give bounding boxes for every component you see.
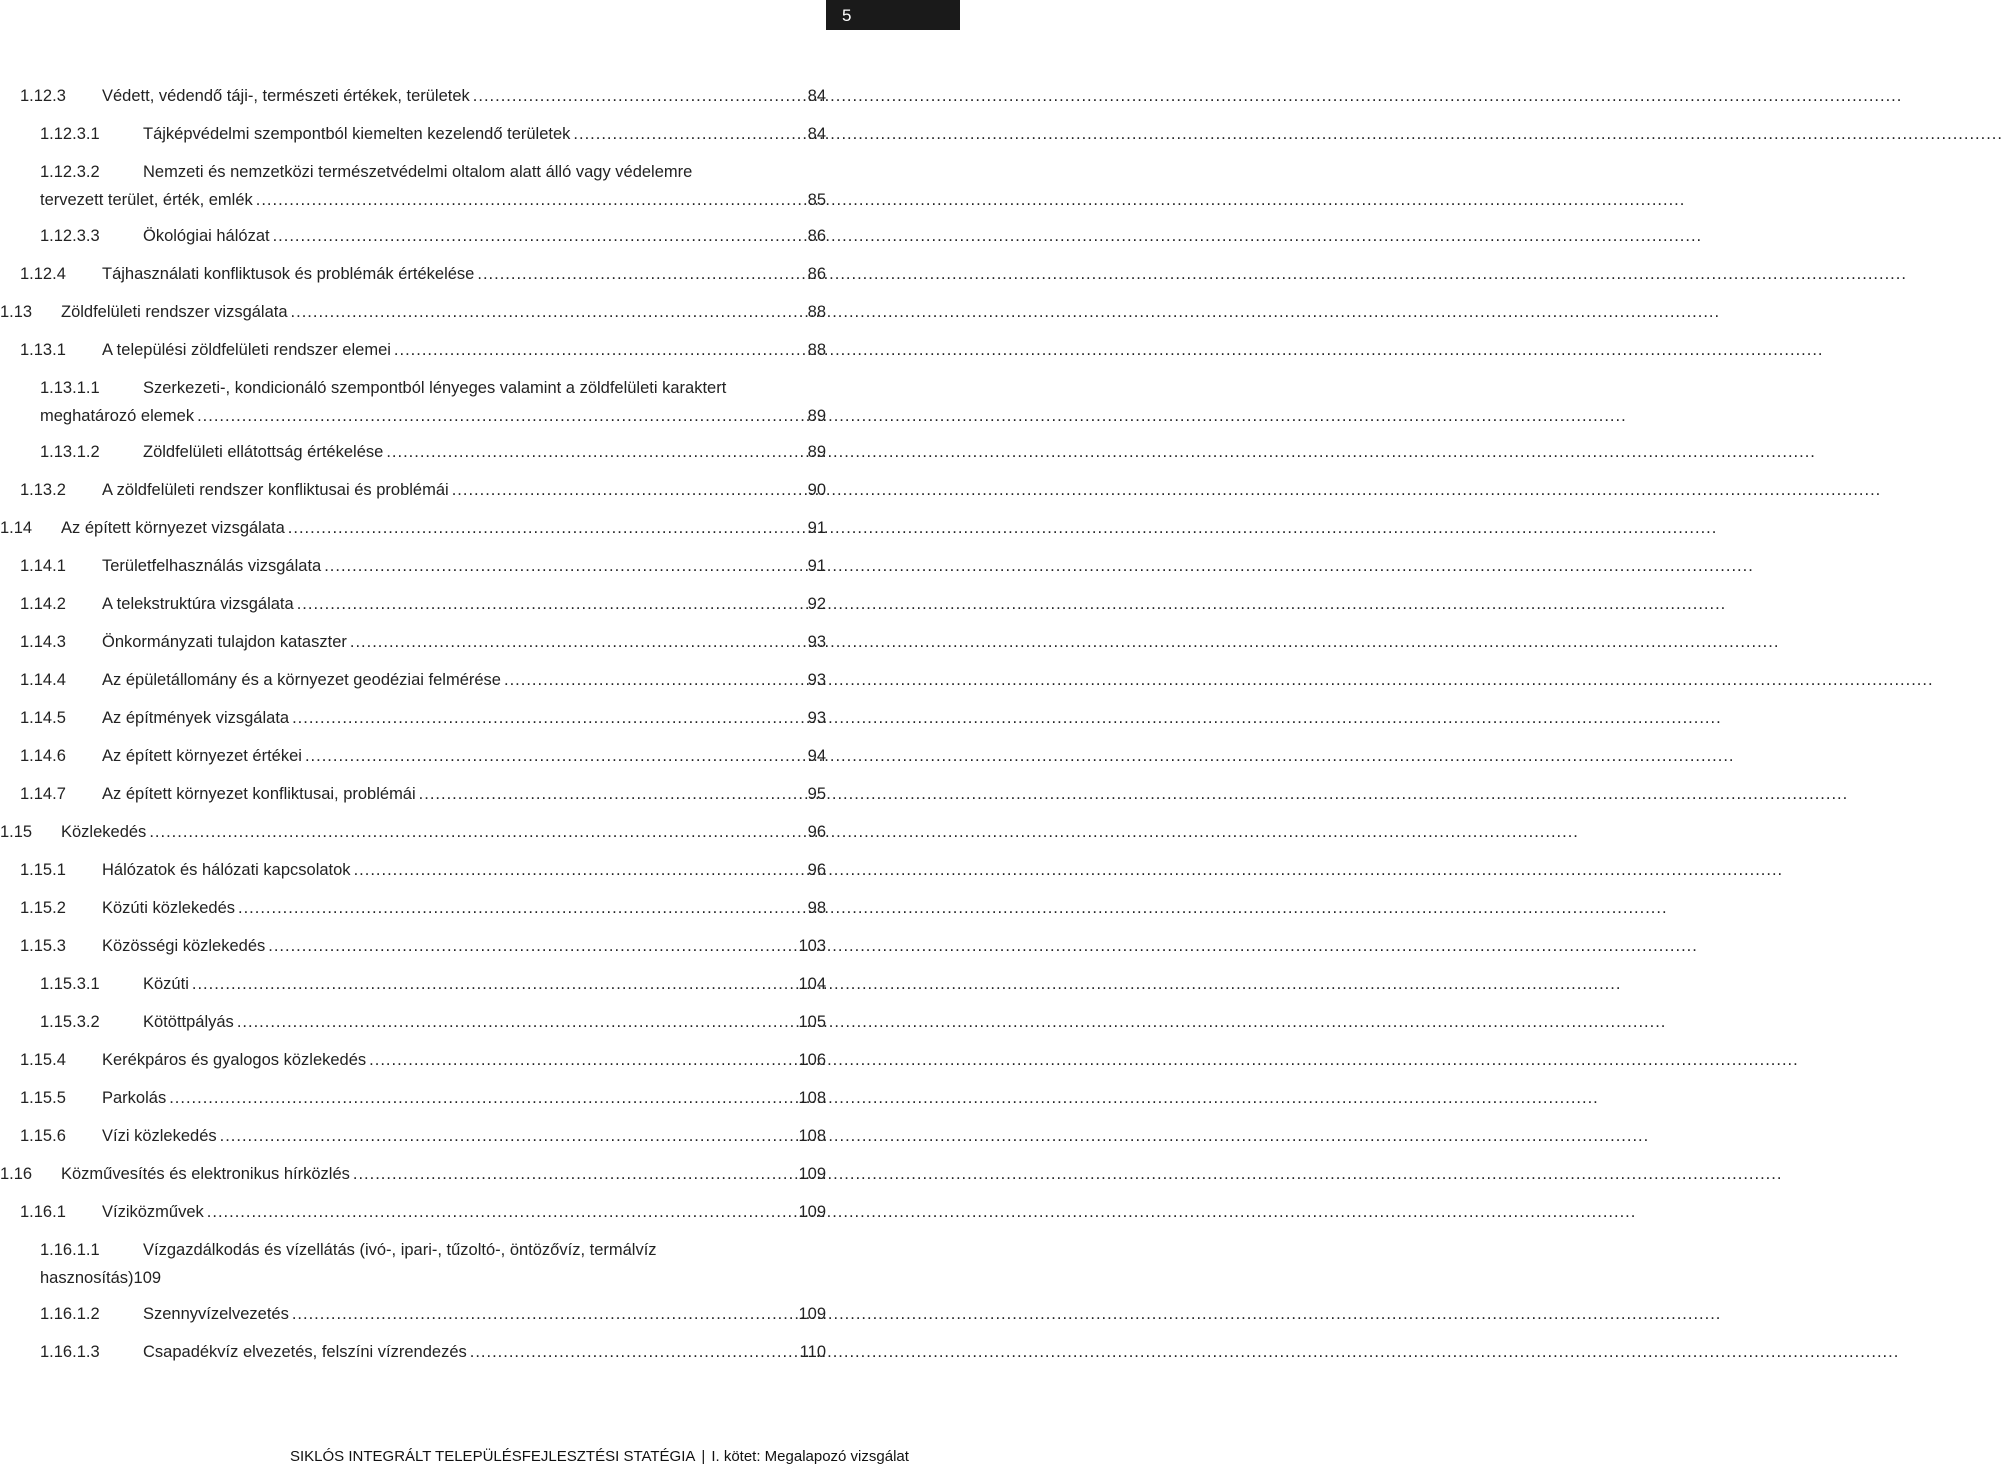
toc-dot-leader — [419, 784, 805, 804]
toc-entry[interactable] — [20, 264, 826, 284]
toc-dot-leader — [292, 1304, 796, 1324]
footer-volume-title: I. kötet: Megalapozó vizsgálat — [711, 1448, 909, 1465]
toc-entry[interactable] — [20, 1088, 826, 1108]
toc-entry[interactable] — [20, 480, 826, 500]
toc-entry-page: 108 — [798, 1127, 826, 1145]
toc-dot-leader — [292, 708, 805, 728]
toc-entry[interactable] — [0, 1164, 826, 1184]
toc-entry-title: Az épített környezet vizsgálata — [61, 519, 285, 537]
toc-dot-leader — [573, 124, 804, 144]
toc-entry[interactable] — [20, 670, 826, 690]
toc-entry-number: 1.14.2 — [20, 595, 66, 613]
toc-entry-page: 94 — [807, 747, 826, 765]
toc-dot-leader — [291, 302, 805, 322]
toc-entry-number: 1.15.3 — [20, 937, 66, 955]
toc-dot-leader — [197, 406, 805, 426]
toc-entry-number: 1.14 — [0, 519, 33, 537]
toc-entry[interactable] — [20, 746, 826, 766]
toc-entry-page: 109 — [798, 1165, 826, 1183]
toc-entry-title: Vízi közlekedés — [102, 1127, 217, 1145]
toc-dot-leader — [169, 1088, 795, 1108]
toc-entry-page: 91 — [807, 557, 826, 575]
toc-entry[interactable] — [40, 378, 826, 426]
toc-dot-leader — [477, 264, 804, 284]
toc-entry[interactable] — [40, 1012, 826, 1032]
toc-entry-title: Közlekedés — [61, 823, 147, 841]
toc-entry-title: Területfelhasználás vizsgálata — [102, 557, 322, 575]
toc-entry-page: 93 — [807, 709, 826, 727]
toc-entry-title: Közművesítés és elektronikus hírközlés — [61, 1165, 350, 1183]
toc-entry-number: 1.15.6 — [20, 1127, 66, 1145]
toc-entry-page: 106 — [798, 1051, 826, 1069]
toc-entry[interactable] — [20, 1050, 826, 1070]
toc-entry-title: Hálózatok és hálózati kapcsolatok — [102, 861, 351, 879]
toc-entry-number: 1.14.7 — [20, 785, 66, 803]
toc-entry-number: 1.13.2 — [20, 481, 66, 499]
toc-entry-number: 1.15.4 — [20, 1051, 66, 1069]
toc-entry-page: 89 — [807, 407, 826, 425]
footer-document-title: SIKLÓS INTEGRÁLT TELEPÜLÉSFEJLESZTÉSI STATÉGIA — [290, 1448, 696, 1465]
toc-entry[interactable] — [20, 860, 826, 880]
toc-dot-leader — [256, 190, 805, 210]
toc-dot-leader — [353, 1164, 796, 1184]
toc-entry-page: 108 — [798, 1089, 826, 1107]
toc-entry-title: A zöldfelületi rendszer konfliktusai és problémái — [102, 481, 449, 499]
toc-entry-title: Kerékpáros és gyalogos közlekedés — [102, 1051, 367, 1069]
toc-dot-leader — [207, 1202, 796, 1222]
toc-entry[interactable] — [40, 1342, 826, 1362]
toc-entry-page: 93 — [807, 671, 826, 689]
toc-entry-title: Az építmények vizsgálata — [102, 709, 290, 727]
toc-entry-number: 1.14.4 — [20, 671, 66, 689]
toc-entry[interactable] — [40, 226, 826, 246]
toc-entry-page: 88 — [807, 341, 826, 359]
toc-entry[interactable] — [20, 594, 826, 614]
footer-separator: | — [701, 1448, 706, 1465]
toc-entry-page: 84 — [807, 125, 826, 143]
toc-entry-page: 105 — [798, 1013, 826, 1031]
toc-entry-title: Közúti közlekedés — [102, 899, 235, 917]
toc-entry-number: 1.14.6 — [20, 747, 66, 765]
toc-dot-leader — [273, 226, 805, 246]
toc-dot-leader — [354, 860, 805, 880]
toc-entry[interactable] — [20, 784, 826, 804]
toc-dot-leader — [305, 746, 805, 766]
toc-entry-title: Nemzeti és nemzetközi természetvédelmi oltalom alatt álló vagy védelemre — [143, 163, 693, 181]
toc-entry-page: 109 — [798, 1203, 826, 1221]
toc-entry-title: A telekstruktúra vizsgálata — [102, 595, 294, 613]
toc-entry-number: 1.12.3.3 — [40, 227, 100, 245]
toc-entry-title: Parkolás — [102, 1089, 167, 1107]
toc-entry-page: 91 — [807, 519, 826, 537]
toc-entry-number: 1.15.2 — [20, 899, 66, 917]
table-of-contents — [0, 0, 960, 1420]
toc-entry[interactable] — [40, 162, 826, 210]
toc-entry[interactable] — [20, 632, 826, 652]
toc-entry-page: 90 — [807, 481, 826, 499]
toc-entry-page: 104 — [798, 975, 826, 993]
toc-entry-number: 1.15.1 — [20, 861, 66, 879]
toc-entry-title-continued: tervezett terület, érték, emlék — [40, 191, 253, 209]
toc-entry-page: 96 — [807, 861, 826, 879]
toc-entry[interactable] — [0, 302, 826, 322]
toc-entry-title-continued: meghatározó elemek — [40, 407, 195, 425]
toc-entry-title: Víziközművek — [102, 1203, 204, 1221]
toc-entry-title: Vízgazdálkodás és vízellátás (ivó-, ipari-, tűzoltó-, öntözővíz, termálvíz — [143, 1241, 657, 1259]
toc-entry[interactable] — [20, 898, 826, 918]
toc-entry-number: 1.15.5 — [20, 1089, 66, 1107]
toc-dot-leader — [288, 518, 805, 538]
toc-entry-number: 1.15 — [0, 823, 33, 841]
toc-entry-title: Tájképvédelmi szempontból kiemelten kezelendő területek — [143, 125, 571, 143]
toc-entry-number: 1.14.5 — [20, 709, 66, 727]
toc-entry-number: 1.15.3.2 — [40, 1013, 100, 1031]
toc-dot-leader — [324, 556, 804, 576]
toc-entry-title: Közúti — [143, 975, 189, 993]
toc-entry-page: 84 — [807, 87, 826, 105]
toc-dot-leader — [297, 594, 805, 614]
toc-entry-number: 1.13.1 — [20, 341, 66, 359]
toc-dot-leader — [470, 1342, 797, 1362]
toc-entry-page: 85 — [807, 191, 826, 209]
toc-entry[interactable] — [20, 556, 826, 576]
toc-entry-page: 109 — [798, 1305, 826, 1323]
toc-entry-page: 110 — [799, 1343, 826, 1361]
toc-dot-leader — [238, 898, 805, 918]
toc-entry-title: Zöldfelületi rendszer vizsgálata — [61, 303, 288, 321]
toc-dot-leader — [350, 632, 805, 652]
toc-entry-number: 1.14.1 — [20, 557, 66, 575]
toc-entry-number: 1.14.3 — [20, 633, 66, 651]
toc-entry-page: 89 — [807, 443, 826, 461]
toc-entry[interactable] — [0, 822, 826, 842]
toc-entry-number: 1.16 — [0, 1165, 33, 1183]
toc-entry-title: Az épületállomány és a környezet geodéziai felmérése — [102, 671, 501, 689]
toc-entry-title: Szerkezeti-, kondicionáló szempontból lényeges valamint a zöldfelületi karaktert — [143, 379, 727, 397]
toc-entry-number: 1.12.3 — [20, 87, 66, 105]
toc-entry-page: 86 — [807, 227, 826, 245]
toc-entry-number: 1.16.1.3 — [40, 1343, 100, 1361]
toc-entry-number: 1.13.1.1 — [40, 379, 100, 397]
toc-entry[interactable] — [40, 442, 826, 462]
toc-entry-title: Szennyvízelvezetés — [143, 1305, 289, 1323]
toc-entry-number: 1.12.3.1 — [40, 125, 100, 143]
page-footer — [290, 1448, 930, 1465]
toc-entry[interactable] — [20, 708, 826, 728]
toc-entry-title: Ökológiai hálózat — [143, 227, 270, 245]
toc-entry-page: 103 — [798, 937, 826, 955]
toc-dot-leader — [220, 1126, 796, 1146]
toc-entry-number: 1.12.4 — [20, 265, 66, 283]
toc-entry[interactable] — [40, 974, 826, 994]
toc-entry-page: 98 — [807, 899, 826, 917]
toc-entry[interactable] — [40, 124, 826, 144]
toc-dot-leader — [268, 936, 795, 956]
toc-entry-page: 92 — [807, 595, 826, 613]
toc-entry-title: Kötöttpályás — [143, 1013, 234, 1031]
toc-dot-leader — [149, 822, 804, 842]
toc-dot-leader — [394, 340, 805, 360]
toc-entry-number: 1.16.1 — [20, 1203, 66, 1221]
toc-entry[interactable] — [40, 1240, 826, 1288]
toc-entry-page: 86 — [807, 265, 826, 283]
toc-entry[interactable] — [40, 1304, 826, 1324]
toc-entry-page: 96 — [807, 823, 826, 841]
toc-entry[interactable] — [20, 1202, 826, 1222]
toc-dot-leader — [369, 1050, 795, 1070]
toc-entry-number: 1.15.3.1 — [40, 975, 100, 993]
page-number: 5 — [842, 6, 852, 25]
toc-entry-number: 1.13.1.2 — [40, 443, 100, 461]
toc-entry-number: 1.16.1.2 — [40, 1305, 100, 1323]
toc-entry-title: Közösségi közlekedés — [102, 937, 266, 955]
toc-entry-title: Önkormányzati tulajdon kataszter — [102, 633, 347, 651]
toc-entry-title: A települési zöldfelületi rendszer elemei — [102, 341, 391, 359]
toc-entry[interactable] — [20, 1126, 826, 1146]
toc-entry[interactable] — [20, 340, 826, 360]
toc-dot-leader — [504, 670, 805, 690]
toc-entry-title: Zöldfelületi ellátottság értékelése — [143, 443, 384, 461]
toc-entry-title: Védett, védendő táji-, természeti értékek, területek — [102, 87, 470, 105]
toc-dot-leader — [452, 480, 805, 500]
toc-entry-title: Az épített környezet értékei — [102, 747, 302, 765]
toc-entry-title-continued: hasznosítás)109 — [40, 1269, 162, 1287]
toc-entry-title: Az épített környezet konfliktusai, problémái — [102, 785, 416, 803]
toc-dot-leader — [237, 1012, 796, 1032]
toc-entry[interactable] — [20, 936, 826, 956]
toc-entry-page: 93 — [807, 633, 826, 651]
toc-dot-leader — [386, 442, 804, 462]
toc-entry-number: 1.12.3.2 — [40, 163, 100, 181]
toc-entry[interactable] — [20, 86, 826, 106]
toc-entry-page: 95 — [807, 785, 826, 803]
toc-entry[interactable] — [0, 518, 826, 538]
toc-entry-number: 1.16.1.1 — [40, 1241, 100, 1259]
toc-entry-title: Csapadékvíz elvezetés, felszíni vízrendezés — [143, 1343, 467, 1361]
toc-dot-leader — [192, 974, 796, 994]
toc-entry-page: 88 — [807, 303, 826, 321]
toc-entry-number: 1.13 — [0, 303, 33, 321]
toc-dot-leader — [473, 86, 805, 106]
toc-entry-title: Tájhasználati konfliktusok és problémák értékelése — [102, 265, 475, 283]
